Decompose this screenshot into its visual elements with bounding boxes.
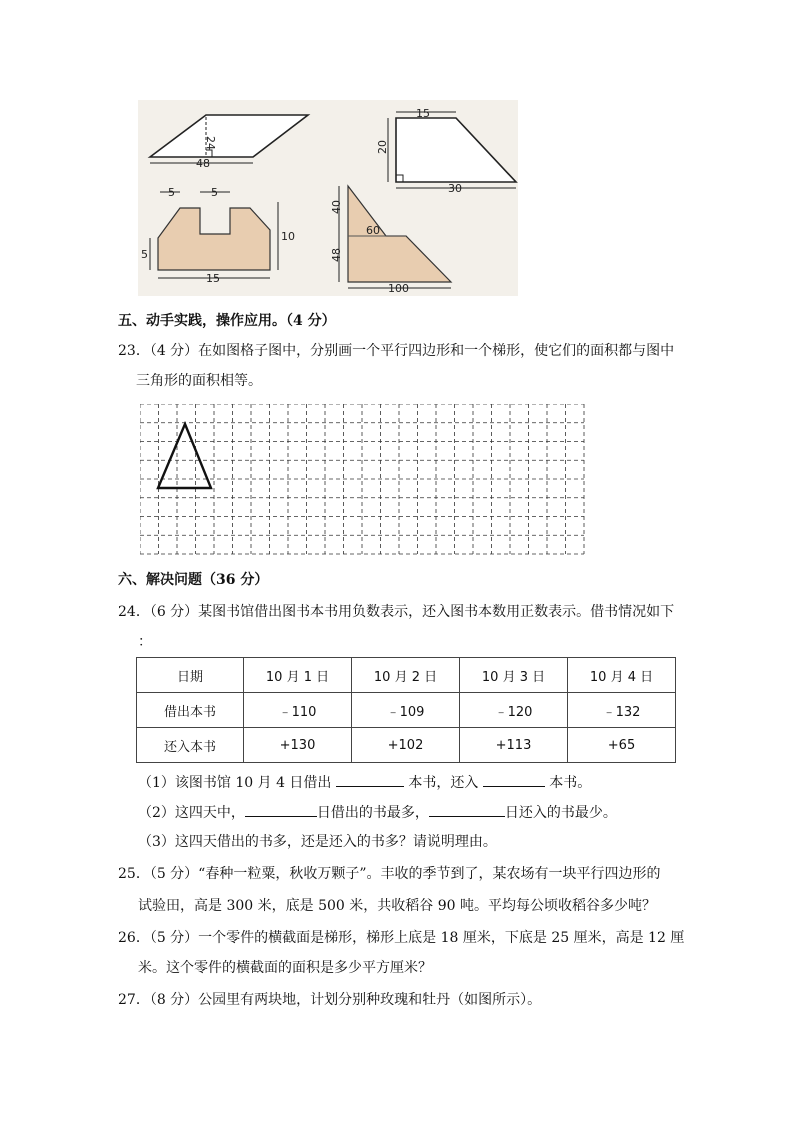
table-cell: 借出本书 [137, 693, 244, 728]
table-header: 10 月 4 日 [568, 658, 676, 693]
q26-line1: 26．（5 分）一个零件的横截面是梯形，梯形上底是 18 厘米，下底是 25 厘米，高是 12 厘 [118, 930, 685, 946]
figures-svg [138, 100, 518, 296]
parallelogram-base-label: 48 [196, 157, 210, 170]
q23-line1: 23．（4 分）在如图格子图中，分别画一个平行四边形和一个梯形，使它们的面积都与图中 [118, 343, 675, 359]
notch-left-label: 5 [168, 186, 175, 199]
q24-sub2-part-b: 日借出的书最多， [316, 805, 429, 821]
q27-line1: 27．（8 分）公园里有两块地，计划分别种玫瑰和牡丹（如图所示）。 [118, 992, 542, 1008]
q24-sub2-part-a: （2）这四天中， [138, 805, 245, 821]
table-header: 10 月 1 日 [244, 658, 352, 693]
q24-sub2-part-c: 日还入的书最少。 [504, 805, 617, 821]
q24-sub2 [138, 802, 617, 823]
triangle-shape [348, 186, 451, 282]
section5-title: 五、动手实践，操作应用。（4 分） [118, 313, 336, 329]
triangle-bottom-height-label: 48 [330, 248, 343, 262]
q26-line2: 米。这个零件的横截面的面积是多少平方厘米？ [138, 960, 432, 976]
table-cell: +130 [244, 728, 352, 763]
parallelogram-shape [150, 115, 308, 157]
notch-right-label: 5 [211, 186, 218, 199]
triangle-top-height-label: 40 [330, 200, 343, 214]
table-header: 日期 [137, 658, 244, 693]
answer-blank[interactable] [336, 772, 404, 787]
triangle-base-label: 100 [388, 282, 409, 295]
q24-sub1 [138, 772, 591, 793]
notch-bottom-label: 15 [206, 272, 220, 285]
q25-line2: 试验田，高是 300 米，底是 500 米，共收稻谷 90 吨。平均每公顷收稻谷多少吨？ [138, 898, 656, 914]
answer-blank[interactable] [483, 772, 545, 787]
q24-sub1-part-a: （1）该图书馆 10 月 4 日借出 [138, 775, 332, 791]
q23-line2: 三角形的面积相等。 [136, 373, 262, 389]
trapezoid-top-label: 15 [416, 107, 430, 120]
answer-blank[interactable] [429, 802, 505, 817]
triangle-mid-label: 60 [366, 224, 380, 237]
notch-side-right-label: 10 [281, 230, 295, 243]
table-cell: ﹣110 [244, 693, 352, 728]
table-cell: ﹣132 [568, 693, 676, 728]
dashed-grid [140, 404, 585, 556]
q24-sub1-part-b: 本书，还入 [408, 775, 479, 791]
section6-title: 六、解决问题（36 分） [118, 572, 269, 588]
table-row [137, 693, 676, 728]
q24-line1: 24．（6 分）某图书馆借出图书本书用负数表示，还入图书本数用正数表示。借书情况如下 [118, 604, 675, 620]
table-header: 10 月 2 日 [352, 658, 460, 693]
notch-side-left-label: 5 [141, 248, 148, 261]
table-cell: +65 [568, 728, 676, 763]
table-header: 10 月 3 日 [460, 658, 568, 693]
trapezoid-bottom-label: 30 [448, 182, 462, 195]
table-cell: ﹣109 [352, 693, 460, 728]
parallelogram-height-label: 24 [204, 136, 217, 150]
q24-sub1-part-c: 本书。 [549, 775, 592, 791]
table-cell: +113 [460, 728, 568, 763]
borrow-table [136, 657, 676, 763]
table-cell: +102 [352, 728, 460, 763]
grid-triangle [158, 424, 211, 488]
grid-figure [140, 404, 585, 556]
q24-sub3: （3）这四天借出的书多，还是还入的书多？请说明理由。 [138, 834, 497, 850]
notched-shape [158, 208, 270, 270]
table-cell: ﹣120 [460, 693, 568, 728]
q24-line2: ： [138, 634, 152, 650]
table-header-row [137, 658, 676, 693]
geometry-figures [138, 100, 518, 296]
trapezoid-height-label: 20 [376, 140, 389, 154]
table-cell: 还入本书 [137, 728, 244, 763]
trapezoid-shape [396, 118, 516, 182]
q25-line1: 25．（5 分）“春种一粒粟，秋收万颗子”。丰收的季节到了，某农场有一块平行四边形的 [118, 866, 661, 882]
answer-blank[interactable] [245, 802, 317, 817]
table-row [137, 728, 676, 763]
